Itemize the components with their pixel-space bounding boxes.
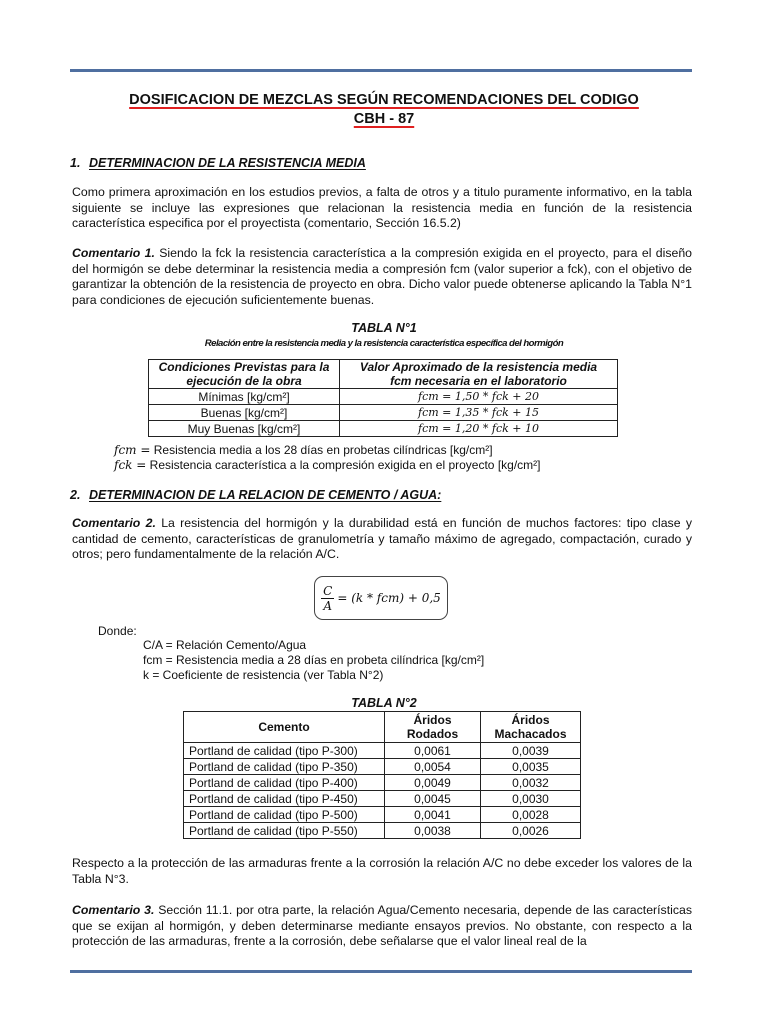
table-row	[184, 791, 581, 807]
definition-fcm: fcm = Resistencia media a 28 días en probeta cilíndrica [kg/cm²]	[143, 653, 485, 667]
table-cell: Portland de calidad (tipo P-550)	[184, 823, 385, 839]
table-cell: 0,0032	[481, 775, 581, 791]
comment-3-text: Sección 11.1. por otra parte, la relación Agua/Cemento necesaria, depende de las características que se exijan al hormigón, y deben determinarse mediante ensayos previos. No obstante, con respecto a la protección de las armaduras, frente a la corrosión, debe señalarse que el valor lineal real de la	[72, 903, 692, 949]
table-row	[184, 743, 581, 759]
comment-3-label: Comentario 3.	[72, 903, 155, 917]
section-2-title: DETERMINACION DE LA RELACION DE CEMENTO / AGUA:	[89, 488, 442, 502]
table-2-header-rodados: Áridos Rodados	[385, 712, 481, 743]
comment-2-label: Comentario 2.	[72, 516, 156, 530]
donde-label: Donde:	[98, 624, 137, 638]
table-row	[149, 405, 618, 421]
table-cell: Portland de calidad (tipo P-400)	[184, 775, 385, 791]
table-1-note-fcm: fcm = Resistencia media a los 28 días en probetas cilíndricas [kg/cm²]	[114, 443, 493, 457]
comment-3	[72, 903, 692, 950]
table-1-note-fck: fck = Resistencia característica a la compresión exigida en el proyecto [kg/cm²]	[114, 458, 541, 472]
header-rule	[70, 69, 692, 72]
definition-ca: C/A = Relación Cemento/Agua	[143, 638, 307, 652]
formula-box	[314, 576, 448, 620]
section-2-heading	[70, 488, 441, 502]
table-cell: Portland de calidad (tipo P-300)	[184, 743, 385, 759]
comment-1-text: Siendo la fck la resistencia característica a la compresión exigida en el proyecto, para el diseño del hormigón se debe determinar la resistencia media a compresión fcm (valor superior a fck), con el objetivo de garantizar la obtención de la resistencia de proyecto en obra. Dicho valor puede obtenerse aplicando la Tabla N°1 para condiciones de ejecución suficientemente buenas.	[72, 246, 692, 307]
footer-rule	[70, 970, 692, 973]
table-cell: fcm = 1,20 * fck + 10	[340, 421, 618, 437]
table-row	[184, 712, 581, 743]
section-2-number: 2.	[70, 488, 81, 502]
table-1	[148, 359, 618, 437]
document-title: DOSIFICACION DE MEZCLAS SEGÚN RECOMENDACIONES DEL CODIGO	[129, 92, 639, 108]
formula-fraction: $\frac{C}{A}$	[323, 583, 333, 613]
table-cell: fcm = 1,50 * fck + 20	[340, 389, 618, 405]
section-1-heading	[70, 156, 366, 170]
table-cell: Muy Buenas [kg/cm²]	[149, 421, 340, 437]
corrosion-paragraph: Respecto a la protección de las armaduras frente a la corrosión la relación A/C no debe exceder los valores de la Tabla N°3.	[72, 856, 692, 886]
table-2-header-cement: Cemento	[184, 712, 385, 743]
table-1-title: TABLA N°1	[351, 321, 417, 335]
comment-1	[72, 246, 692, 308]
table-row	[149, 360, 618, 389]
table-1-header-value: Valor Aproximado de la resistencia media fcm necesaria en el laboratorio	[340, 360, 618, 389]
table-1-subtitle: Relación entre la resistencia media y la resistencia característica específica del hormigón	[204, 338, 564, 349]
table-cell: Mínimas [kg/cm²]	[149, 389, 340, 405]
table-cell: fcm = 1,35 * fck + 15	[340, 405, 618, 421]
table-row	[184, 807, 581, 823]
table-cell: 0,0041	[385, 807, 481, 823]
table-row	[184, 823, 581, 839]
table-row	[149, 421, 618, 437]
table-cell: 0,0030	[481, 791, 581, 807]
table-cell: 0,0049	[385, 775, 481, 791]
table-2-header-machacados: Áridos Machacados	[481, 712, 581, 743]
table-cell: 0,0061	[385, 743, 481, 759]
document-title-code: CBH - 87	[353, 111, 415, 127]
section-1-title: DETERMINACION DE LA RESISTENCIA MEDIA	[89, 156, 366, 170]
table-2-title: TABLA N°2	[351, 696, 417, 710]
table-1-header-conditions: Condiciones Previstas para la ejecución de la obra	[149, 360, 340, 389]
comment-2	[72, 516, 692, 563]
table-2	[183, 711, 581, 839]
table-row	[149, 389, 618, 405]
table-cell: 0,0026	[481, 823, 581, 839]
table-cell: Portland de calidad (tipo P-450)	[184, 791, 385, 807]
table-cell: Portland de calidad (tipo P-350)	[184, 759, 385, 775]
comment-1-label: Comentario 1.	[72, 246, 155, 260]
table-cell: 0,0028	[481, 807, 581, 823]
section-1-paragraph: Como primera aproximación en los estudios previos, a falta de otros y a titulo puramente informativo, en la tabla siguiente se incluye las expresiones que relacionan la resistencia media en función de la resistencia característica especifica por el proyectista (comentario, Sección 16.5.2)	[72, 185, 692, 231]
formula-expression: = (k * fcm) + 0,5	[337, 591, 441, 605]
section-1-number: 1.	[70, 156, 81, 170]
table-cell: 0,0039	[481, 743, 581, 759]
table-row	[184, 759, 581, 775]
table-cell: 0,0038	[385, 823, 481, 839]
table-cell: 0,0054	[385, 759, 481, 775]
comment-2-text: La resistencia del hormigón y la durabilidad está en función de muchos factores: tipo clase y cantidad de cemento, características de granulometría y tamaño máximo de agregado, compactación, curado y otros; pero fundamentalmente de la relación A/C.	[72, 516, 692, 562]
table-cell: Buenas [kg/cm²]	[149, 405, 340, 421]
table-cell: 0,0045	[385, 791, 481, 807]
table-cell: 0,0035	[481, 759, 581, 775]
table-cell: Portland de calidad (tipo P-500)	[184, 807, 385, 823]
definition-k: k = Coeficiente de resistencia (ver Tabla N°2)	[143, 668, 384, 682]
table-row	[184, 775, 581, 791]
